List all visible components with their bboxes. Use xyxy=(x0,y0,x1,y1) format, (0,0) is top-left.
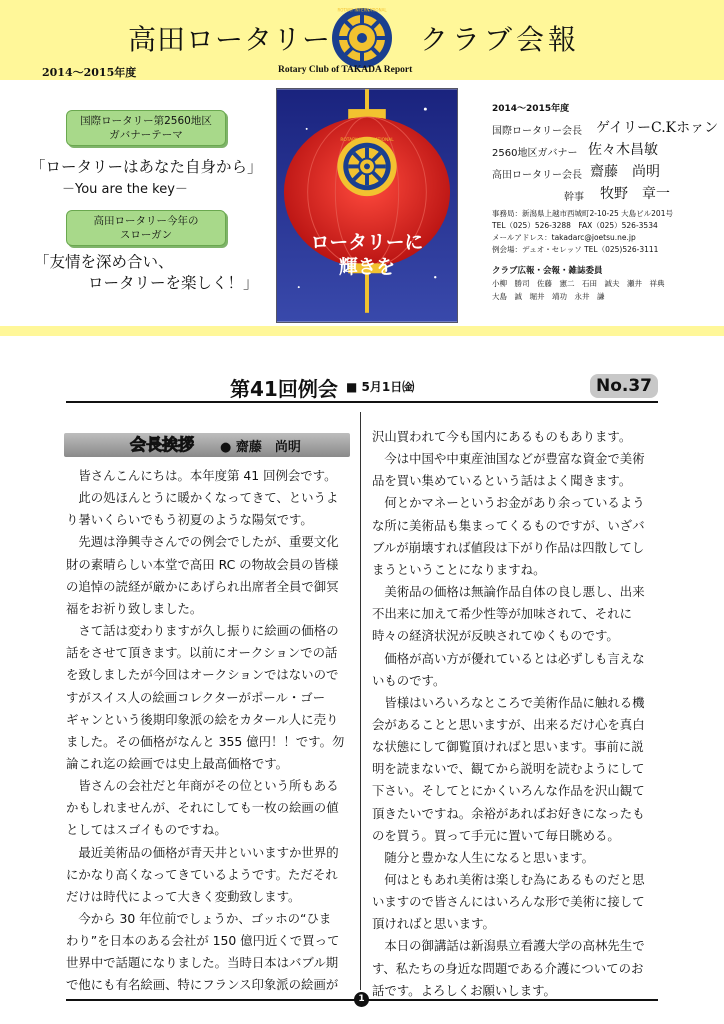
masthead-title-left: 高田ロータリー xyxy=(128,23,332,56)
article-line: ました。その価格がなんと 355 億円！！です。勿 xyxy=(66,733,345,749)
club-slogan-label-2: スローガン xyxy=(119,229,173,241)
article-line: 何はともあれ美術は楽しむ為にあるものだと思 xyxy=(372,872,645,887)
article-line: いものです。 xyxy=(372,672,446,688)
article-line: ブルが崩壊すれば値段は下がり作品は四散してし xyxy=(372,539,645,555)
article-line: 本日の御講話は新潟県立看護大学の高林先生で xyxy=(372,938,645,954)
article-line: の追悼の読経が厳かにあげられ出席者全員で御冥 xyxy=(66,578,339,594)
secretary-name: 牧野 章一 xyxy=(600,186,670,202)
article-line: のを買う。買って手元に置いて毎日眺める。 xyxy=(372,827,620,843)
article-line: 美術品の価格は無論作品自体の良し悪し、出来 xyxy=(372,584,645,600)
club-president-role: 高田ロータリー会長 xyxy=(492,170,582,181)
article-line: わり”を日本のある会社が 150 億円近くで買って xyxy=(66,933,340,949)
article-line: 話です。よろしくお願いします。 xyxy=(372,982,556,998)
article-line: 随分と豊かな人生になると思います。 xyxy=(372,849,595,865)
article-line: す、私たちの身近な問題である介護についてのお xyxy=(372,960,644,976)
rotary-wheel-logo xyxy=(330,6,394,70)
article-line: 最近美術品の価格が青天井といいますか世界的 xyxy=(66,844,339,860)
article-line: 頂ければと思います。 xyxy=(372,916,495,932)
article-line: すがスイス人の絵画コレクターがポール・ゴー xyxy=(66,689,326,705)
article-line: 品を買い集めているという話はよく聞きます。 xyxy=(372,473,632,489)
article-line: 財の素晴らしい本堂で高田 RC の物故会員の皆様 xyxy=(66,556,339,572)
article-line: にかなり高くなってきているようです。ただそれ xyxy=(66,866,338,882)
issue-title: 第41回例会 xyxy=(230,377,338,401)
article-line: な状態にして御覧頂ければと思います。事前に説 xyxy=(372,739,644,755)
article-line: 会があることと思いますが、出来るだけ心を真白 xyxy=(372,716,645,732)
article-line: 頂きたいですね。余裕があればお好きになったも xyxy=(372,805,645,821)
officers-year: 2014～2015年度 xyxy=(492,104,570,114)
article-line: な所に美術品も集まってくるものですが、いざバ xyxy=(372,517,645,533)
article-line: を致しましたが今回はオークションではないので xyxy=(66,667,339,683)
article-line: としてはスゴイものですね。 xyxy=(66,822,227,838)
section-byline: ● 齋藤 尚明 xyxy=(220,440,301,455)
article-line: り暑いくらいでもう初夏のような陽気です。 xyxy=(66,512,313,528)
article-line: 下さい。そしてとにかくいろんな作品を沢山観て xyxy=(372,783,645,799)
article-line: 価格が高い方が優れているとは必ずしも言えな xyxy=(372,650,645,666)
section-heading-bar xyxy=(64,433,350,457)
secretary-role: 幹事 xyxy=(564,192,584,203)
meeting-venue: 例会場：デュオ・セレッソ TEL（025)526-3111 xyxy=(492,245,659,254)
article-line: 何とかマネーというお金があり余っているよう xyxy=(372,495,645,511)
ri-president-name: ゲイリーC.Kホァン xyxy=(596,120,719,136)
article-line: まうということになりますね。 xyxy=(372,561,546,577)
header-rule xyxy=(66,401,658,403)
logo-text: ROTARY INTERNATIONAL xyxy=(337,7,387,13)
article-line: いますので皆さんにはいろんな形で美術に接して xyxy=(372,894,645,910)
article-line: 論これ迄の絵画では史上最高価格です。 xyxy=(66,755,289,771)
ri-president-role: 国際ロータリー会長 xyxy=(492,126,582,137)
governor-theme-label-2: ガバナーテーマ xyxy=(109,129,183,141)
governor-theme-label xyxy=(66,110,226,146)
poster-line-2: 輝きを xyxy=(338,257,396,279)
club-slogan-line-2: ロータリーを楽しく！」 xyxy=(88,274,259,292)
club-slogan-label-1: 高田ロータリー今年の xyxy=(93,215,199,227)
article-line: 明を読まないで、観てから説明を読むようにして xyxy=(372,761,645,777)
article-line: ギャンという後期印象派の絵をカタール人に売り xyxy=(66,711,339,727)
office-email: メールアドレス：takadarc@joetsu.ne.jp xyxy=(492,233,636,242)
column-divider xyxy=(360,412,361,990)
article-line: 沢山買われて今も国内にあるものもあります。 xyxy=(372,429,632,444)
poster-line-1: ロータリーに xyxy=(310,232,424,254)
governor-theme-key: －You are the key－ xyxy=(62,182,188,197)
governor-theme-text: 「ロータリーはあなた自身から」 xyxy=(30,158,263,176)
article-line: 不出来に加えて希少性等が加味されて、それに xyxy=(372,606,632,622)
club-slogan-line-1: 「友情を深め合い、 xyxy=(34,253,174,271)
article-line: だけは時代によって大きく変動致します。 xyxy=(66,888,301,904)
yellow-band xyxy=(0,326,724,336)
article-line: 皆さんこんにちは。本年度第 41 回例会です。 xyxy=(66,468,337,483)
club-slogan-label xyxy=(66,210,226,246)
governor-theme-label-1: 国際ロータリー第2560地区 xyxy=(80,115,212,127)
committee-members-1: 小柳 勝司 佐藤 憲二 石田 誠夫 瀬井 祥典 xyxy=(492,279,665,288)
article-line: 話をさせて頂きます。以前にオークションでの話 xyxy=(66,645,338,661)
committee-members-2: 大島 誠 堀井 靖功 永井 謙 xyxy=(492,292,605,301)
masthead-report: Rotary Club of TAKADA Report xyxy=(278,65,413,75)
article-line: さて話は変わりますが久し振りに絵画の価格の xyxy=(66,623,339,639)
governor-role: 2560地区ガバナー xyxy=(492,148,578,159)
office-tel: TEL（025）526-3288 FAX（025）526-3534 xyxy=(492,221,658,230)
club-president-name: 齋藤 尚明 xyxy=(590,164,660,180)
article-line: 世界中で話題になりました。当時日本はバブル期 xyxy=(66,955,339,971)
issue-date: ■ 5月1日㈮ xyxy=(346,380,415,394)
article-line: 今から 30 年位前でしょうか、ゴッホの“ひま xyxy=(66,911,332,926)
article-line: 此の処ほんとうに暖かくなってきて、というよ xyxy=(66,490,339,506)
article-line: 先週は浄興寺さんでの例会でしたが、重要文化 xyxy=(66,534,339,550)
page-number: 1 xyxy=(354,992,369,1007)
article-line: 皆様はいろいろなところで美術作品に触れる機 xyxy=(372,694,645,710)
committee-title: クラブ広報・会報・雑誌委員 xyxy=(492,266,603,276)
rotary-poster xyxy=(276,88,458,323)
masthead-year: 2014～2015年度 xyxy=(42,66,137,79)
article-line: で他にも有名絵画、特にフランス印象派の絵画が xyxy=(66,977,339,993)
masthead-title-right: クラブ会報 xyxy=(420,23,581,56)
article-line: 福をお祈り致しました。 xyxy=(66,600,203,616)
office-address: 事務局：新潟県上越市西城町2-10-25 大島ビル201号 xyxy=(492,209,673,218)
poster-wheel-text: ROTARY INTERNATIONAL xyxy=(340,138,394,144)
article-line: 今は中国や中東産油国などが豊富な資金で美術 xyxy=(372,451,645,467)
section-tag: 会長挨拶 xyxy=(130,435,195,454)
issue-number-badge: No.37 xyxy=(590,374,658,398)
article-line: 時々の経済状況が反映されてゆくものです。 xyxy=(372,628,619,644)
article-line: かもしれませんが、それにしても一枚の絵画の値 xyxy=(66,800,339,816)
governor-name: 佐々木昌敏 xyxy=(588,142,658,158)
article-line: 皆さんの会社だと年商がその位という所もある xyxy=(66,778,339,794)
